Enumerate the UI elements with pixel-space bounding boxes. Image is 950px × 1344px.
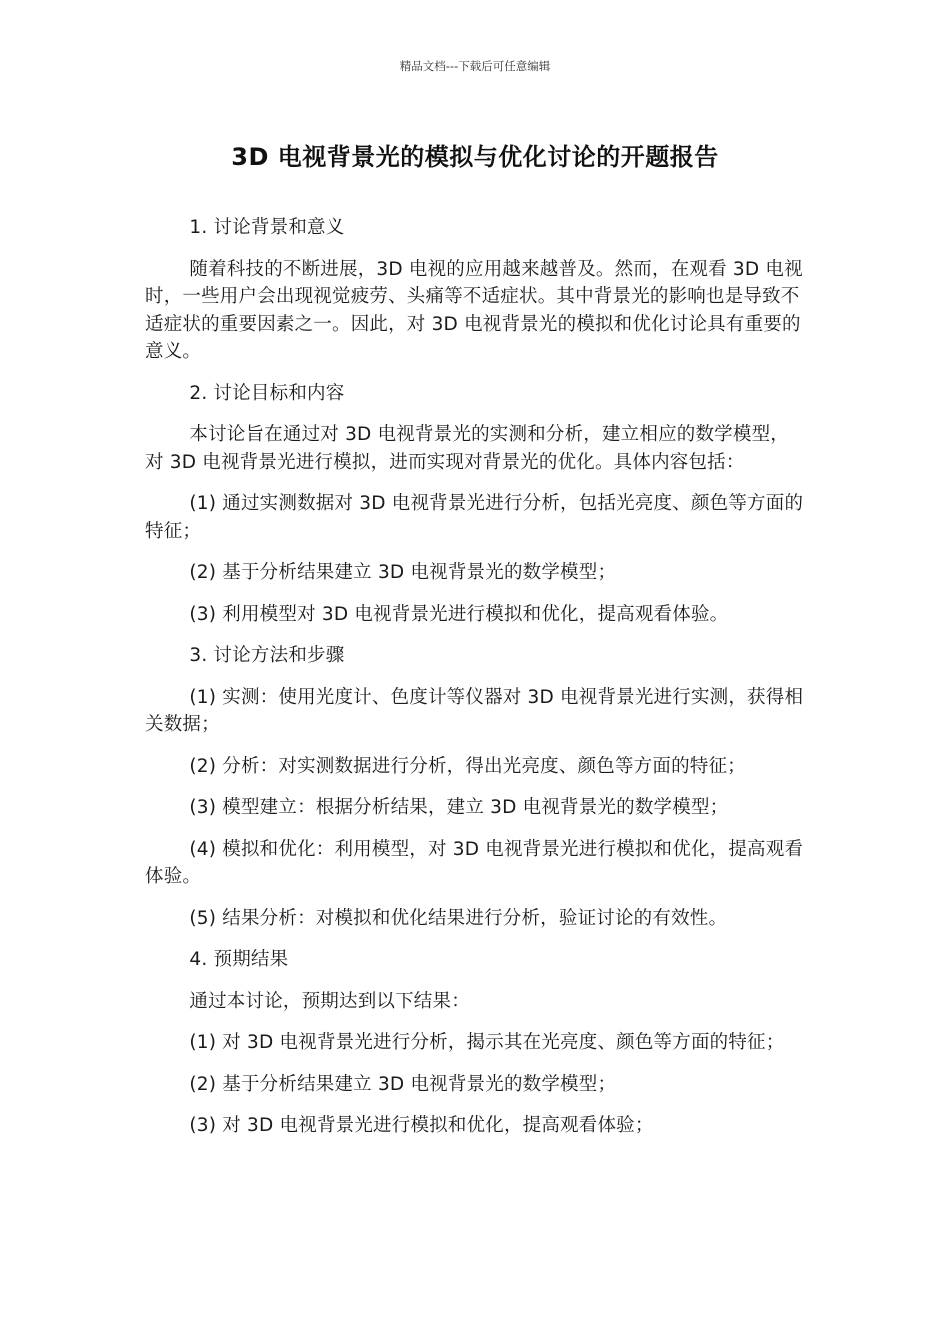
paragraph-results-intro: 通过本讨论，预期达到以下结果：	[189, 990, 470, 1012]
document-body	[145, 214, 805, 1140]
list-item-method-3: (3) 模型建立：根据分析结果，建立 3D 电视背景光的数学模型；	[189, 797, 729, 818]
header-note: 精品文档---下载后可任意编辑	[399, 59, 551, 73]
list-item-goal-1: (1) 通过实测数据对 3D 电视背景光进行分析，包括光亮度、颜色等方面的特征；	[145, 493, 804, 542]
section-heading-goals: 2. 讨论目标和内容	[189, 382, 345, 404]
list-item-method-2: (2) 分析：对实测数据进行分析，得出光亮度、颜色等方面的特征；	[189, 755, 746, 777]
list-item-result-1: (1) 对 3D 电视背景光进行分析，揭示其在光亮度、颜色等方面的特征；	[189, 1032, 785, 1053]
list-item-goal-2: (2) 基于分析结果建立 3D 电视背景光的数学模型；	[189, 562, 617, 583]
list-item-method-5: (5) 结果分析：对模拟和优化结果进行分析，验证讨论的有效性。	[189, 907, 728, 929]
list-item-method-1: (1) 实测：使用光度计、色度计等仪器对 3D 电视背景光进行实测，获得相关数据；	[145, 686, 804, 735]
list-item-method-4: (4) 模拟和优化：利用模型，对 3D 电视背景光进行模拟和优化，提高观看体验。	[145, 838, 804, 887]
paragraph-goals: 本讨论旨在通过对 3D 电视背景光的实测和分析，建立相应的数学模型，对 3D 电视背景光进行模拟，进而实现对背景光的优化。具体内容包括：	[145, 424, 789, 473]
list-item-result-2: (2) 基于分析结果建立 3D 电视背景光的数学模型；	[189, 1073, 617, 1095]
list-item-result-3: (3) 对 3D 电视背景光进行模拟和优化，提高观看体验；	[189, 1115, 654, 1136]
paragraph-background: 随着科技的不断进展，3D 电视的应用越来越普及。然而，在观看 3D 电视时，一些用户会出现视觉疲劳、头痛等不适症状。其中背景光的影响也是导致不适症状的重要因素之一。因此，对 3D 电视背景光的模拟和优化讨论具有重要的意义。	[145, 258, 803, 362]
document-title: 3D 电视背景光的模拟与优化讨论的开题报告	[231, 143, 719, 171]
section-heading-background: 1. 讨论背景和意义	[189, 217, 345, 238]
section-heading-results: 4. 预期结果	[189, 949, 289, 970]
section-heading-methods: 3. 讨论方法和步骤	[189, 645, 345, 666]
list-item-goal-3: (3) 利用模型对 3D 电视背景光进行模拟和优化，提高观看体验。	[189, 603, 729, 625]
